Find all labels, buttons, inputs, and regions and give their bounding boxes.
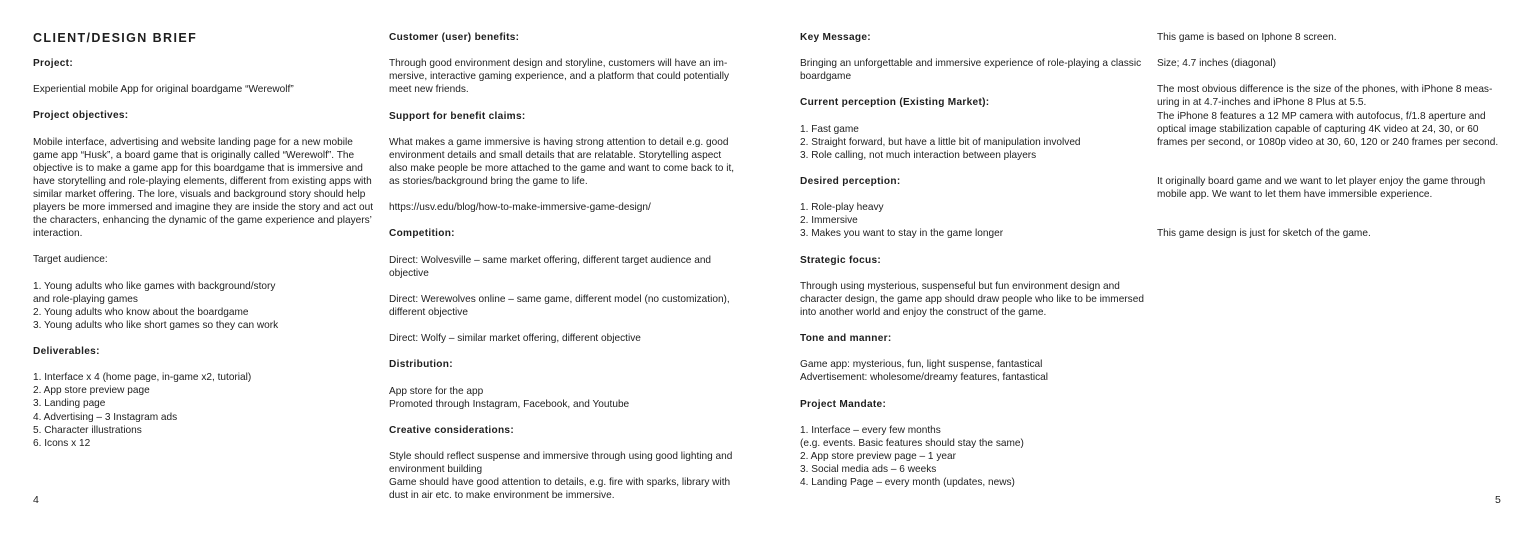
- project-text: Experiential mobile App for original boardgame “Werewolf”: [33, 84, 294, 96]
- sketch-note: This game design is just for sketch of the game.: [1157, 228, 1371, 240]
- deliverables-list: 1. Interface x 4 (home page, in-game x2, tutorial) 2. App store preview page 3. Landing page 4. Advertising – 3 Instagram ads 5. Character illustrations 6. Icons x 12: [33, 372, 252, 449]
- column-benefits: [389, 31, 759, 502]
- creative-considerations-heading: Creative considerations:: [389, 424, 514, 436]
- target-audience-label: Target audience:: [33, 254, 108, 266]
- strategic-focus-heading: Strategic focus:: [800, 254, 882, 266]
- competition-item: Direct: Werewolves online – same game, different model (no customization), different objective: [389, 293, 730, 318]
- desired-perception-heading: Desired perception:: [800, 176, 901, 188]
- key-message-text: Bringing an unforgettable and immersive experience of role-playing a classic boardgame: [800, 58, 1142, 83]
- phone-spec-note: The most obvious difference is the size of the phones, with iPhone 8 meas- uring in at 4.7-inches and iPhone 8 Plus at 5.5. The iPhone 8 features a 12 MP camera with autofocus, f/1.8 aperture and optical image stabilization capable of capturing 4K video at 24, 30, or 60 frames per second, or 1080p video at 30, 60, 120 or 240 frames per second.: [1157, 84, 1499, 148]
- key-message-heading: Key Message:: [800, 32, 871, 43]
- column-messaging: [800, 31, 1155, 489]
- column-notes: [1157, 31, 1509, 241]
- device-note: This game is based on Iphone 8 screen.: [1157, 32, 1337, 43]
- project-heading: Project:: [33, 58, 73, 69]
- desired-perception-list: 1. Role-play heavy 2. Immersive 3. Makes you want to stay in the game longer: [800, 202, 1004, 240]
- page-number: 5: [1495, 494, 1501, 506]
- support-claims-text: What makes a game immersive is having strong attention to detail e.g. good environment details and small details that are relatable. Storytelling aspect also make people be more attached to the game and want to come back to it, as stories/background bring the game to life.: [389, 136, 735, 188]
- customer-benefits-text: Through good environment design and storyline, customers will have an im- mersive, interactive gaming experience, and a platform that could potentially meet new friends.: [389, 58, 730, 96]
- project-mandate-list: 1. Interface – every few months (e.g. events. Basic features should stay the same) 2. App store preview page – 1 year 3. Social media ads – 6 weeks 4. Landing Page – every month (updates, news): [800, 424, 1024, 489]
- reference-link[interactable]: https://usv.edu/blog/how-to-make-immersive-game-design/: [389, 202, 651, 214]
- target-audience-list: 1. Young adults who like games with background/story and role-playing games 2. Young adults who know about the boardgame 3. Young adults who like short games so they can work: [33, 280, 279, 331]
- support-claims-heading: Support for benefit claims:: [389, 110, 526, 122]
- column-client-brief: [33, 30, 383, 450]
- project-mandate-heading: Project Mandate:: [800, 398, 887, 410]
- objectives-text: Mobile interface, advertising and website landing page for a new mobile game app “Husk”, a board game that is originally called “Werewolf”. The objective is to make a game app for this boardgame that is immersive and have storytelling and role-playing elements, different from existing apps with similar market offering. The lore, visuals and background story should help players be more immersed and imagine they are inside the story and act out the characters, enhancing the dynamic of the game experience and players’ interaction.: [33, 136, 373, 240]
- current-perception-list: 1. Fast game 2. Straight forward, but have a little bit of manipulation involved 3. Role calling, not much interaction between players: [800, 123, 1081, 161]
- customer-benefits-heading: Customer (user) benefits:: [389, 32, 520, 43]
- strategic-focus-text: Through using mysterious, suspenseful but fun environment design and character design, the game app should draw people who like to be immersed into another world and enjoy the construct of the game.: [800, 280, 1144, 318]
- creative-considerations-text: Style should reflect suspense and immersive through using good lighting and environment building Game should have good attention to details, e.g. fire with sparks, library with dust in air etc. to make environment be immersive.: [389, 451, 733, 502]
- page-title: CLIENT/DESIGN BRIEF: [33, 31, 198, 45]
- tone-manner-heading: Tone and manner:: [800, 333, 892, 345]
- board-game-note: It originally board game and we want to let player enjoy the game through mobile app. We want to let them have immersible experience.: [1157, 176, 1486, 201]
- right-page: [767, 0, 1534, 542]
- competition-heading: Competition:: [389, 228, 455, 240]
- distribution-text: App store for the app Promoted through Instagram, Facebook, and Youtube: [389, 385, 630, 410]
- page-number: 4: [33, 494, 39, 506]
- distribution-heading: Distribution:: [389, 359, 453, 371]
- objectives-heading: Project objectives:: [33, 110, 129, 122]
- competition-item: Direct: Wolfy – similar market offering, different objective: [389, 333, 641, 345]
- deliverables-heading: Deliverables:: [33, 346, 100, 358]
- tone-manner-text: Game app: mysterious, fun, light suspense, fantastical Advertisement: wholesome/dreamy features, fantastical: [800, 359, 1048, 384]
- competition-item: Direct: Wolvesville – same market offering, different target audience and objective: [389, 254, 712, 279]
- size-note: Size; 4.7 inches (diagonal): [1157, 58, 1276, 70]
- current-perception-heading: Current perception (Existing Market):: [800, 97, 990, 109]
